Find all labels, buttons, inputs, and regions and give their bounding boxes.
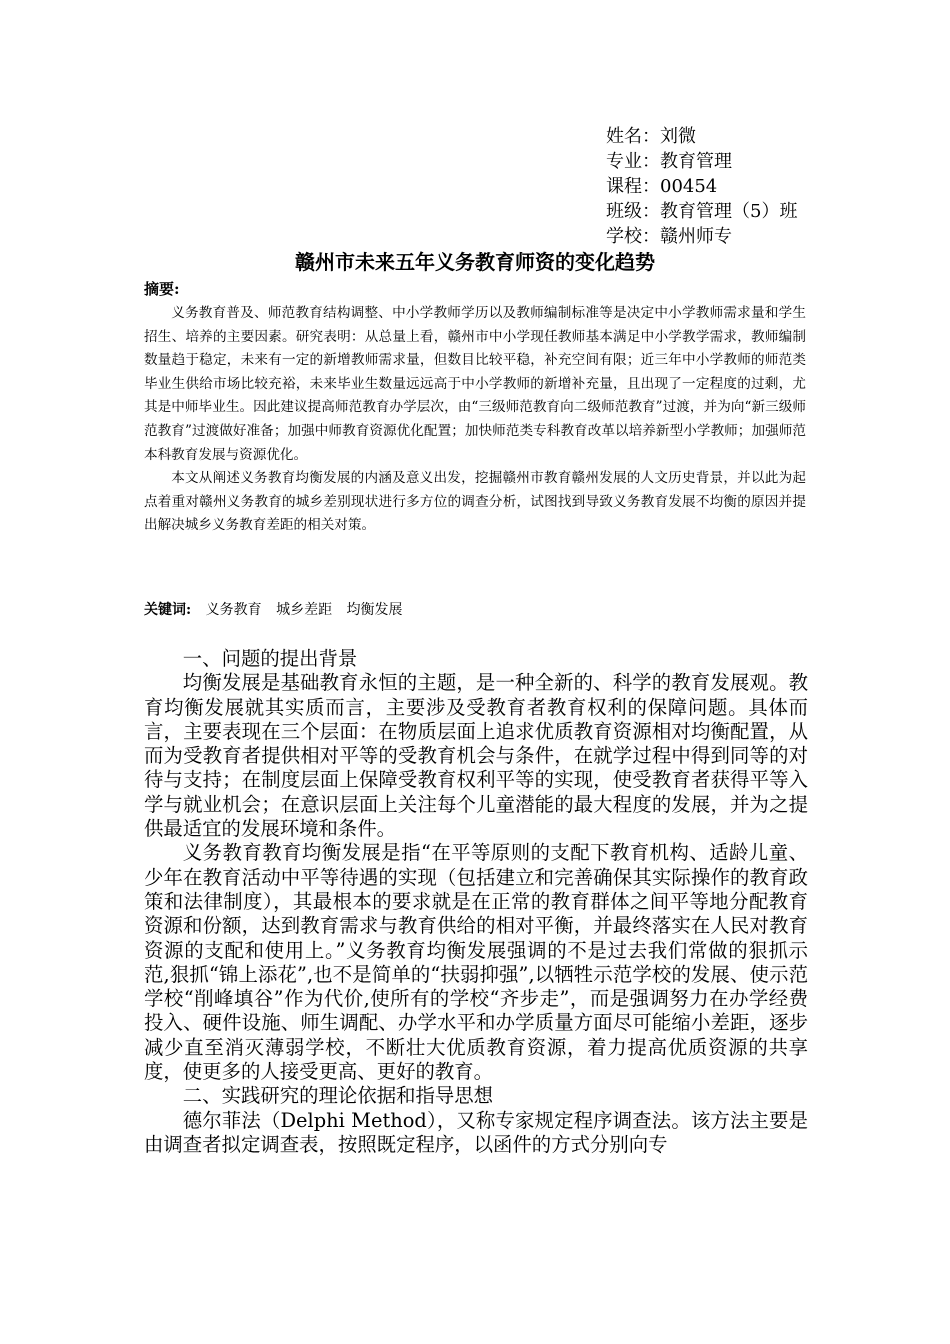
abstract-body [144,302,806,538]
keyword-item: 城乡差距 [276,602,333,618]
author-course: 课程：00454 [606,176,718,197]
main-body [144,647,808,1157]
author-school: 学校：赣州师专 [606,226,732,247]
keywords [144,598,403,622]
author-class: 班级：教育管理（5）班 [606,201,798,222]
section-heading: 一、问题的提出背景 [182,647,358,670]
author-name: 姓名：刘微 [606,126,696,147]
body-paragraph: 均衡发展是基础教育永恒的主题，是一种全新的、科学的教育发展观。教育均衡发展就其实质而言，主要涉及受教育者教育权利的保障问题。具体而言，主要表现在三个层面：在物质层面上追求优质教育资源相对均衡配置，从而为受教育者提供相对平等的受教育机会与条件，在就学过程中得到同等的对待与支持；在制度层面上保障受教育权利平等的实现，使受教育者获得平等入学与就业机会；在意识层面上关注每个儿童潜能的最大程度的发展，并为之提供最适宜的发展环境和条件。 [144,671,808,841]
author-info [606,124,926,249]
body-paragraph: 德尔菲法（Delphi Method），又称专家规定程序调查法。该方法主要是由调查者拟定调查表，按照既定程序，以函件的方式分别向专 [144,1108,808,1156]
section-heading: 二、实践研究的理论依据和指导思想 [182,1084,494,1108]
abstract-label: 摘要: [144,280,180,298]
keyword-item: 义务教育 [205,602,262,618]
document-title: 赣州市未来五年义务教育师资的变化趋势 [295,250,655,274]
keywords-label: 关键词: [144,602,192,618]
author-major: 专业：教育管理 [606,151,732,172]
keyword-item: 均衡发展 [346,602,403,618]
abstract-paragraph: 本文从阐述义务教育均衡发展的内涵及意义出发，挖掘赣州市教育赣州发展的人文历史背景，并以此为起点着重对赣州义务教育的城乡差别现状进行多方位的调查分析，试图找到导致义务教育发展不均衡的原因并提出解决城乡义务教育差距的相关对策。 [144,470,806,534]
abstract-paragraph: 义务教育普及、师范教育结构调整、中小学教师学历以及教师编制标准等是决定中小学教师需求量和学生招生、培养的主要因素。研究表明：从总量上看，赣州市中小学现任教师基本满足中小学教学需求，教师编制数量趋于稳定，未来有一定的新增教师需求量，但数目比较平稳，补充空间有限；近三年中小学教师的师范类毕业生供给市场比较充裕，未来毕业生数量远远高于中小学教师的新增补充量，且出现了一定程度的过剩，尤其是中师毕业生。因此建议提高师范教育办学层次，由“三级师范教育向二级师范教育”过渡，并为向“新三级师范教育”过渡做好准备；加强中师教育资源优化配置；加快师范类专科教育改革以培养新型小学教师；加强师范本科教育发展与资源优化。 [144,305,806,463]
body-paragraph: 义务教育教育均衡发展是指“在平等原则的支配下教育机构、适龄儿童、少年在教育活动中平等待遇的实现（包括建立和完善确保其实际操作的教育政策和法律制度），其最根本的要求就是在正常的教育群体之间平等地分配教育资源和份额，达到教育需求与教育供给的相对平衡，并最终落实在人民对教育资源的支配和使用上。”义务教育均衡发展强调的不是过去我们常做的狠抓示范,狠抓“锦上添花”,也不是简单的“扶弱抑强”,以牺牲示范学校的发展、使示范学校“削峰填谷”作为代价,使所有的学校“齐步走”，而是强调努力在办学经费投入、硬件设施、师生调配、办学水平和办学质量方面尽可能缩小差距，逐步减少直至消灭薄弱学校，不断壮大优质教育资源，着力提高优质资源的共享度，使更多的人接受更高、更好的教育。 [144,841,808,1084]
